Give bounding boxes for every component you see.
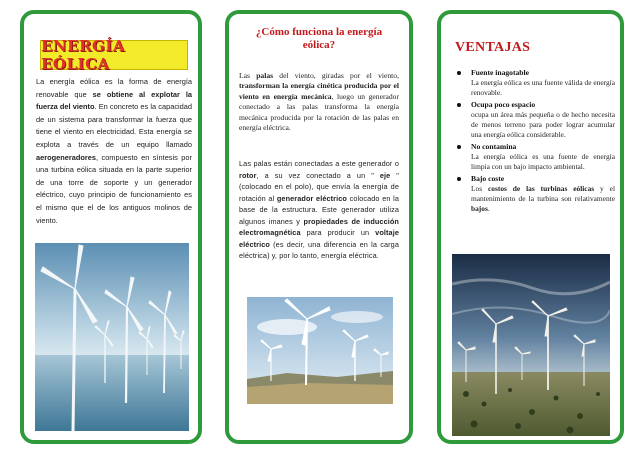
bullet-icon: [457, 177, 461, 181]
bullet-icon: [457, 145, 461, 149]
intro-text-2: . En concreto es la capacidad de un sistema para transformar la fuerza que tiene el viento en electricidad. Esta energía se explota a través de un equipo llamado: [36, 102, 192, 149]
intro-text-bold-1: se obtiene al explotar la fuerza del viento: [36, 89, 192, 112]
advantage-text-bold: costos de las turbinas eólicas: [488, 184, 595, 193]
how-text: para producir un: [300, 228, 376, 237]
advantages-heading: VENTAJAS: [455, 40, 531, 55]
how-text-bold: rotor: [239, 170, 257, 180]
how-text: Las: [239, 71, 257, 80]
intro-paragraph: [36, 76, 192, 227]
list-item: [453, 100, 615, 140]
how-text: " (colocado en el polo), que envía la energía de rotación al: [239, 170, 399, 203]
intro-text-bold-2: aerogeneradores: [36, 152, 96, 162]
how-it-works-heading: ¿Cómo funciona la energía eólica?: [255, 26, 383, 51]
offshore-wind-farm-photo: [35, 243, 189, 431]
advantage-title: Fuente inagotable: [471, 68, 530, 77]
how-text: colocado en la base de la estructura. Este generador utiliza algunos imanes y: [239, 193, 399, 226]
how-text-bold: transforman la energía cinética producida por el viento en energía mecánica: [239, 81, 399, 101]
page-title: ENERGÍA EÓLICA: [41, 37, 126, 73]
how-text-bold: palas: [256, 71, 274, 80]
bullet-icon: [457, 71, 461, 75]
list-item: [453, 174, 615, 214]
advantage-text: .: [487, 204, 490, 213]
advantage-text-bold: bajos: [471, 204, 488, 213]
how-text-bold: eje: [379, 170, 391, 180]
advantage-desc: [471, 184, 615, 214]
wind-farm-landscape-photo: [452, 254, 610, 436]
intro-text-1: La energía eólica es la forma de energía renovable que: [36, 77, 192, 99]
advantage-desc: La energía eólica es una fuente de energía limpia con un bajo impacto ambiental.: [471, 152, 615, 171]
advantage-title: Bajo coste: [471, 174, 505, 183]
how-paragraph-2: [239, 158, 399, 262]
panel-how-it-works: [225, 10, 413, 444]
advantage-title: Ocupa poco espacio: [471, 100, 536, 109]
advantage-title: No contamina: [471, 142, 517, 151]
advantages-list: [453, 68, 615, 216]
how-paragraph-1: [239, 71, 399, 133]
advantage-text: y el mantenimiento de la turbina son relativamente: [471, 184, 615, 203]
list-item: [453, 68, 615, 98]
how-text-bold: voltaje eléctrico: [239, 228, 399, 249]
how-text: del viento, giradas por el viento,: [273, 71, 399, 80]
how-text-bold: generador eléctrico: [276, 193, 347, 203]
bullet-icon: [457, 103, 461, 107]
how-text: , luego un generador conectado a las palas transforma la energía mecánica producida por la rotación de las palas en energía eléctrica.: [239, 91, 399, 133]
advantage-text: Los: [471, 184, 488, 193]
intro-text-3: , compuesto en síntesis por una turbina eólica situada en la parte superior de una torre de soporte y un generador eléctrico, cuyo principio de funcionamiento es el mismo que el de los antiguos molinos de viento.: [36, 152, 192, 225]
how-text: Las palas están conectadas a este generador o: [239, 159, 399, 168]
advantage-desc: La energía eólica es una fuente válida de energía renovable.: [471, 78, 615, 97]
wind-turbines-field-photo: [247, 297, 393, 404]
advantage-desc: ocupa un área más pequeña o de hecho necesita de menos terreno para poder lograr acumular una energía eólica considerable.: [471, 110, 615, 139]
how-text: (es decir, una diferencia en la carga eléctrica) y, por lo tanto, energía eléctrica.: [239, 239, 399, 260]
how-text-bold: propiedades de inducción electromagnética: [239, 216, 399, 237]
panel-intro: [20, 10, 202, 444]
list-item: [453, 142, 615, 172]
title-banner: [40, 37, 188, 73]
how-text: , a su vez conectado a un ": [256, 170, 380, 180]
panel-advantages: [437, 10, 624, 444]
